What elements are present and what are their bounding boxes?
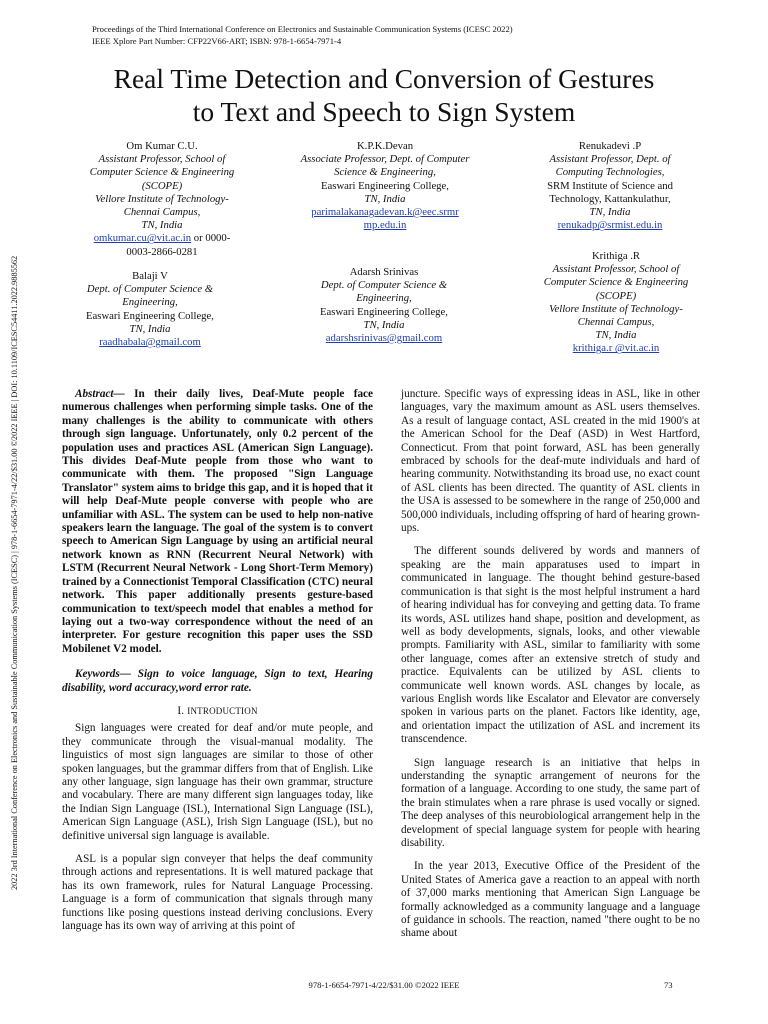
author-location: TN, India <box>363 318 405 331</box>
body-paragraph: Sign languages were created for deaf and/or mute people, and they communicate through the visual-manual modality. The linguistics of most sign languages are similar to those of other spoken languages, but the grammar differs from that of English. Like any other language, sign language has their own grammar, structure and vocabulary. There are many different sign languages today, like the Indian Sign Language (ISL), International Sign Language (ISL), American Sign Language (ASL), Irish Sign Language (ISL), but no definitive universal sign language is available. <box>62 722 373 842</box>
author-affiliation: Chennai Campus, <box>123 206 201 219</box>
author-affiliation: Vellore Institute of Technology- <box>549 302 683 315</box>
author-block-5 <box>284 266 484 345</box>
author-block-4 <box>50 270 250 349</box>
side-citation-text: 2022 3rd International Conference on Electronics and Sustainable Communication Systems (ICESC) | 978-1-6654-7971-4/22/$31.00 ©2022 IEEE | DOI: 10.1109/ICESC54411.2022.9885562 <box>10 255 19 890</box>
author-email-link[interactable]: omkumar.cu@vit.ac.in <box>93 232 192 245</box>
orcid-text: 0003-2866-0281 <box>126 245 198 258</box>
author-email-link[interactable]: renukadp@srmist.edu.in <box>557 219 663 232</box>
author-affiliation: Science & Engineering, <box>334 166 436 179</box>
author-affiliation: Assistant Professor, Dept. of <box>549 153 671 166</box>
author-name: K.P.K.Devan <box>356 140 414 152</box>
author-email-link[interactable]: adarshsrinivas@gmail.com <box>325 332 443 345</box>
author-block-3 <box>510 140 710 232</box>
author-affiliation: Chennai Campus, <box>577 316 655 329</box>
right-column <box>401 388 700 941</box>
author-organization: Easwari Engineering College, <box>321 179 449 192</box>
author-organization: Easwari Engineering College, <box>86 309 214 322</box>
side-citation <box>8 130 22 890</box>
author-name: Adarsh Srinivas <box>349 266 419 278</box>
author-organization: SRM Institute of Science and <box>547 179 673 192</box>
author-affiliation: TN, India <box>595 329 637 342</box>
author-name: Balaji V <box>132 270 168 282</box>
section-title: INTRODUCTION <box>187 705 258 716</box>
author-affiliation: Vellore Institute of Technology- <box>95 192 229 205</box>
author-block-1 <box>62 140 262 259</box>
author-email-link[interactable]: raadhabala@gmail.com <box>99 336 201 349</box>
author-organization: Technology, Kattankulathur, <box>549 192 671 205</box>
author-email-link[interactable]: parimalakanagadevan.k@eec.srmr <box>311 206 459 219</box>
author-affiliation: Computing Technologies, <box>555 166 665 179</box>
author-location: TN, India <box>364 192 406 205</box>
abstract <box>62 388 373 656</box>
body-paragraph: The different sounds delivered by words and manners of speaking are the main apparatuses used to impart in communicated in language. The thought behind gesture-based communication is that sight is the most helpful instrument a hard of hearing individual has for conveying and getting data. To frame its words, ASL utilizes hand shape, position and development, as well as body developments, signals, looks, and other viewable prompts. Familiarity with ASL, similar to familiarity with some other language, comes after an extensive stretch of study and practice. Equivalents can be utilized by ASL clients to communicate well known words. ASL changes by locale, as various English words like Escalator and Elevator are conversely spoken in various parts on the planet. Factors like identity, age, and orientation impact the utilization of ASL and increment its transcendence. <box>401 545 700 746</box>
paper-title <box>0 62 768 128</box>
author-contact <box>62 232 262 245</box>
left-column <box>62 388 373 933</box>
title-line-1: Real Time Detection and Conversion of Gestures <box>113 63 655 94</box>
author-block-6 <box>516 250 716 356</box>
author-location: TN, India <box>129 322 171 335</box>
author-email-link[interactable]: mp.edu.in <box>363 219 407 232</box>
author-affiliation: Computer Science & Engineering <box>89 166 235 179</box>
author-name: Renukadevi .P <box>578 140 642 152</box>
section-heading-introduction <box>62 705 373 718</box>
author-email-link[interactable]: krithiga.r @vit.ac.in <box>572 342 660 355</box>
body-paragraph: ASL is a popular sign conveyer that helps the deaf community through actions and representations. It is well matured package that has its own framework, rules for Natural Language Processing. Language is a form of communication that signals through many functions like posing questions instead deriving conclusions. Every language has its own way of arriving at this point of <box>62 853 373 933</box>
author-affiliation: TN, India <box>141 219 183 232</box>
author-name: Om Kumar C.U. <box>126 140 198 152</box>
author-organization: Easwari Engineering College, <box>320 305 448 318</box>
author-affiliation: Computer Science & Engineering <box>543 276 689 289</box>
author-affiliation: Assistant Professor, School of <box>552 263 680 276</box>
abstract-text: In their daily lives, Deaf-Mute people face numerous challenges when performing simple tasks. One of the many challenges is the ability to communicate with others through sign language. Unfortunately, only 0.2 percent of the population uses and practices ASL (American Sign Language). This divides Deaf-Mute people from those who want to communicate with them. The proposed "Sign Language Translator" system aims to bridge this gap, and it is hoped that it will help Deaf-Mute people converse with people who are unfamiliar with ASL. The system can be used to help non-native speakers learn the language. The goal of the system is to convert speech to American Sign Language by using an artificial neural network known as RNN (Recurrent Neural Network) with LSTM (Recurrent Neural Network - Long Short-Term Memory) trained by a Connectionist Temporal Classification (CTC) neural network. This paper additionally presents gesture-based communication to text/speech model that enables a method for laying out a two-way correspondence without the need of an interpreter. For gesture recognition this paper uses the SSD Mobilenet V2 model. <box>62 388 373 655</box>
footer-copyright: 978-1-6654-7971-4/22/$31.00 ©2022 IEEE <box>308 980 460 990</box>
author-affiliation: Assistant Professor, School of <box>98 153 226 166</box>
author-affiliation: (SCOPE) <box>141 179 183 192</box>
author-location: TN, India <box>589 206 631 219</box>
author-affiliation: Engineering, <box>122 296 178 309</box>
author-name: Krithiga .R <box>591 250 641 262</box>
author-affiliation: Dept. of Computer Science & <box>86 283 214 296</box>
page-number: 73 <box>664 980 673 990</box>
orcid-text: or 0000- <box>191 232 231 245</box>
body-paragraph: juncture. Specific ways of expressing ideas in ASL, like in other languages, vary the maximum amount as ASL users themselves. As a result of language contact, ASL created in the mid 1900's at the American School for the Deaf (ASD) in West Hartford, Connecticut. From that point forward, ASL has been generally embraced by schools for the deaf-mute individuals and hard of hearing community. Notwithstanding its broad use, no exact count of ASL clients has been directed. The quantity of ASL clients in the USA is assessed to be somewhere in the range of 250,000 and 500,000 individuals, including offspring of hard of hearing grown-ups. <box>401 388 700 535</box>
author-affiliation: Dept. of Computer Science & <box>320 279 448 292</box>
body-paragraph: Sign language research is an initiative that helps in understanding the synaptic arrangement of neurons for the formation of a language. According to one study, the same part of the brain stimulates when a rare phrase is used vocally or signed. The deep analyses of this neurobiological arrangement help in the development of special language system for people with hearing disability. <box>401 756 700 849</box>
author-affiliation: (SCOPE) <box>595 289 637 302</box>
body-paragraph: In the year 2013, Executive Office of the President of the United States of America gave a reaction to an appeal with north of 37,000 marks mentioning that American Sign Language be formally acknowledged as a community language and a language of guidance in schools. The reaction, named "there ought to be no shame about <box>401 860 700 940</box>
author-block-2 <box>280 140 490 232</box>
section-number: I. <box>177 704 185 717</box>
author-affiliation: Engineering, <box>356 292 412 305</box>
header-line-1: Proceedings of the Third International Conference on Electronics and Sustainable Communication Systems (ICESC 2022) <box>92 24 513 34</box>
header-line-2: IEEE Xplore Part Number: CFP22V66-ART; ISBN: 978-1-6654-7971-4 <box>92 35 342 46</box>
author-affiliation: Associate Professor, Dept. of Computer <box>300 153 470 166</box>
title-line-2: to Text and Speech to Sign System <box>192 96 576 127</box>
keywords: Keywords— Sign to voice language, Sign to text, Hearing disability, word accuracy,word error rate. <box>62 668 373 694</box>
proceedings-header <box>92 24 513 47</box>
abstract-label: Abstract— <box>75 388 125 400</box>
